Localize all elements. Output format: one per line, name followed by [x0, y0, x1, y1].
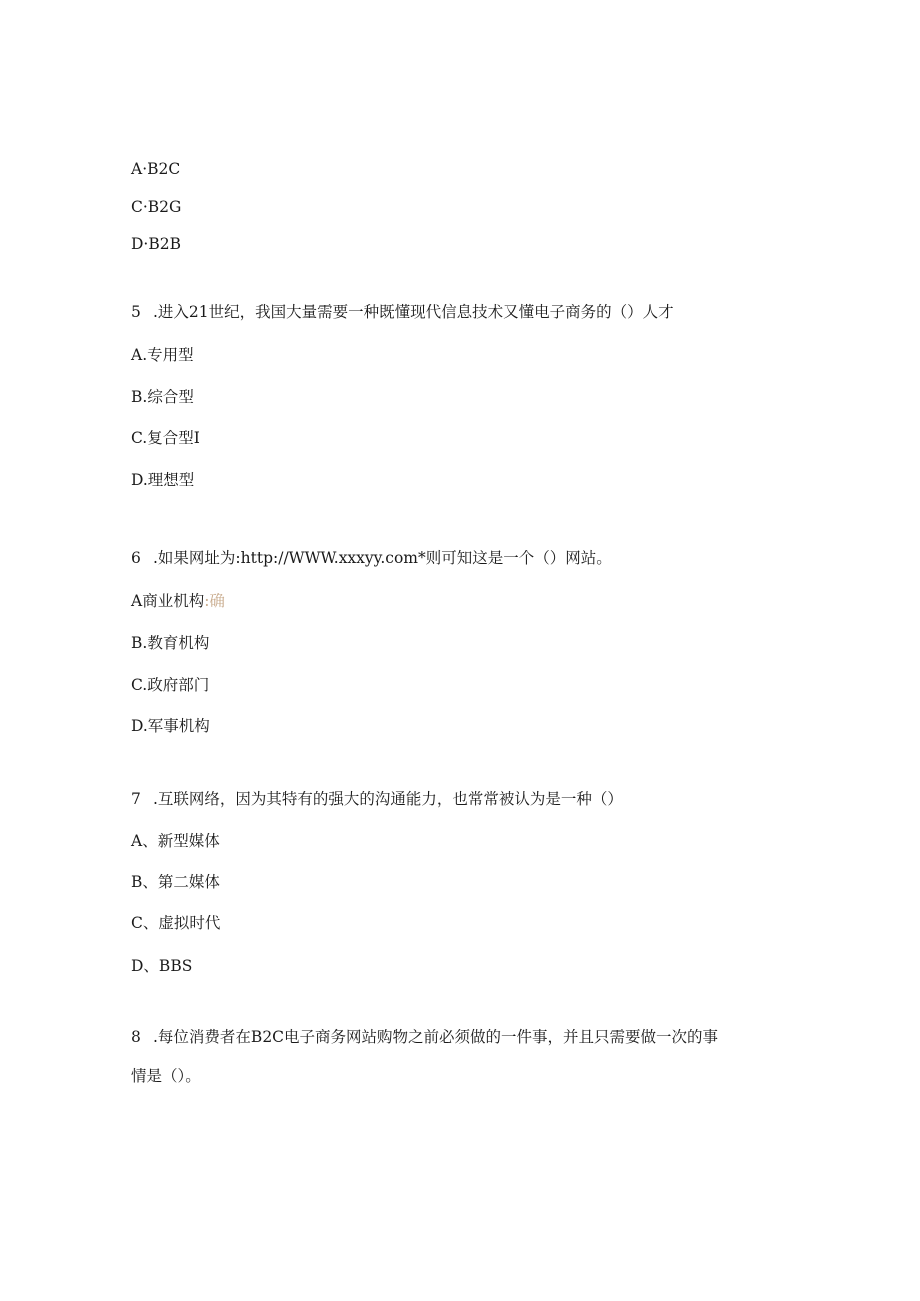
q7-stem: [131, 789, 623, 809]
q7-option-b: B、第二媒体: [131, 873, 220, 891]
q4-option-a: A·B2C: [131, 160, 181, 178]
q7-option-d: D、BBS: [131, 957, 193, 975]
q6-number: 6: [131, 549, 141, 567]
q4-option-c: C·B2G: [131, 198, 182, 216]
q7-number: 7: [131, 790, 141, 808]
q5-number: 5: [131, 303, 141, 321]
q8-stem: [131, 1027, 718, 1047]
q7-option-a: A、新型媒体: [131, 832, 220, 850]
q6-option-a-mark: :确: [204, 592, 225, 610]
q6-option-c: C.政府部门: [131, 676, 210, 694]
q6-option-d: D.军事机构: [131, 717, 210, 735]
q6-text: .如果网址为:http://WWW.xxxyy.com*则可知这是一个（）网站。: [153, 549, 612, 567]
q8-text: .每位消费者在B2C电子商务网站购物之前必须做的一件事，并且只需要做一次的事: [153, 1028, 719, 1046]
q5-option-c: C.复合型I: [131, 429, 200, 447]
q5-text: .进入21世纪，我国大量需要一种既懂现代信息技术又懂电子商务的（）人才: [153, 303, 674, 321]
q6-option-a: [131, 591, 225, 611]
q8-number: 8: [131, 1028, 141, 1046]
q7-text: .互联网络，因为其特有的强大的沟通能力，也常常被认为是一种（）: [153, 790, 623, 808]
q5-option-b: B.综合型: [131, 388, 194, 406]
q5-option-d: D.理想型: [131, 471, 195, 489]
q6-option-b: B.教育机构: [131, 634, 210, 652]
q6-stem: [131, 548, 612, 568]
q5-stem: [131, 302, 674, 322]
q4-option-d: D·B2B: [131, 235, 181, 253]
q6-option-a-text: A商业机构: [131, 592, 205, 610]
q5-option-a: A.专用型: [131, 346, 194, 364]
q7-option-c: C、虚拟时代: [131, 914, 221, 932]
q8-stem-continued: 情是（）。: [131, 1067, 201, 1085]
